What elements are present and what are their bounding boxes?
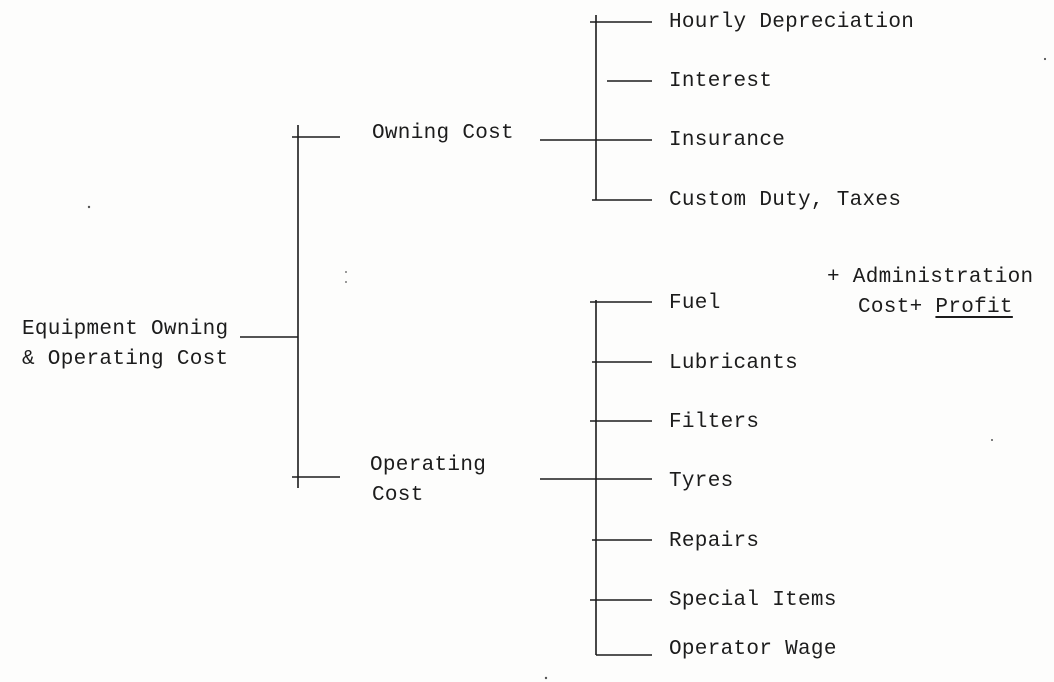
operating-item-6: Special Items (669, 589, 837, 612)
operating-cost-label-line1: Operating (370, 454, 487, 477)
operating-item-7: Operator Wage (669, 638, 837, 661)
administration-note-line2 (858, 293, 1013, 323)
root-label-line2: & Operating Cost (22, 348, 229, 371)
administration-note-line1: + Administration (827, 266, 1034, 289)
root-label-line1: Equipment Owning (22, 318, 229, 341)
operating-item-5: Repairs (669, 530, 760, 553)
owning-item-3: Insurance (669, 129, 786, 152)
operating-item-2: Lubricants (669, 352, 799, 375)
owning-item-2: Interest (669, 70, 773, 93)
operating-cost-label-line2: Cost (372, 484, 424, 507)
operating-item-3: Filters (669, 411, 760, 434)
owning-item-4: Custom Duty, Taxes (669, 189, 902, 212)
operating-item-1: Fuel (669, 292, 721, 315)
administration-note-profit: Profit (935, 296, 1013, 319)
owning-cost-label: Owning Cost (372, 122, 514, 145)
administration-note-cost: Cost+ (858, 296, 936, 319)
owning-item-1: Hourly Depreciation (669, 11, 915, 34)
operating-item-4: Tyres (669, 470, 734, 493)
